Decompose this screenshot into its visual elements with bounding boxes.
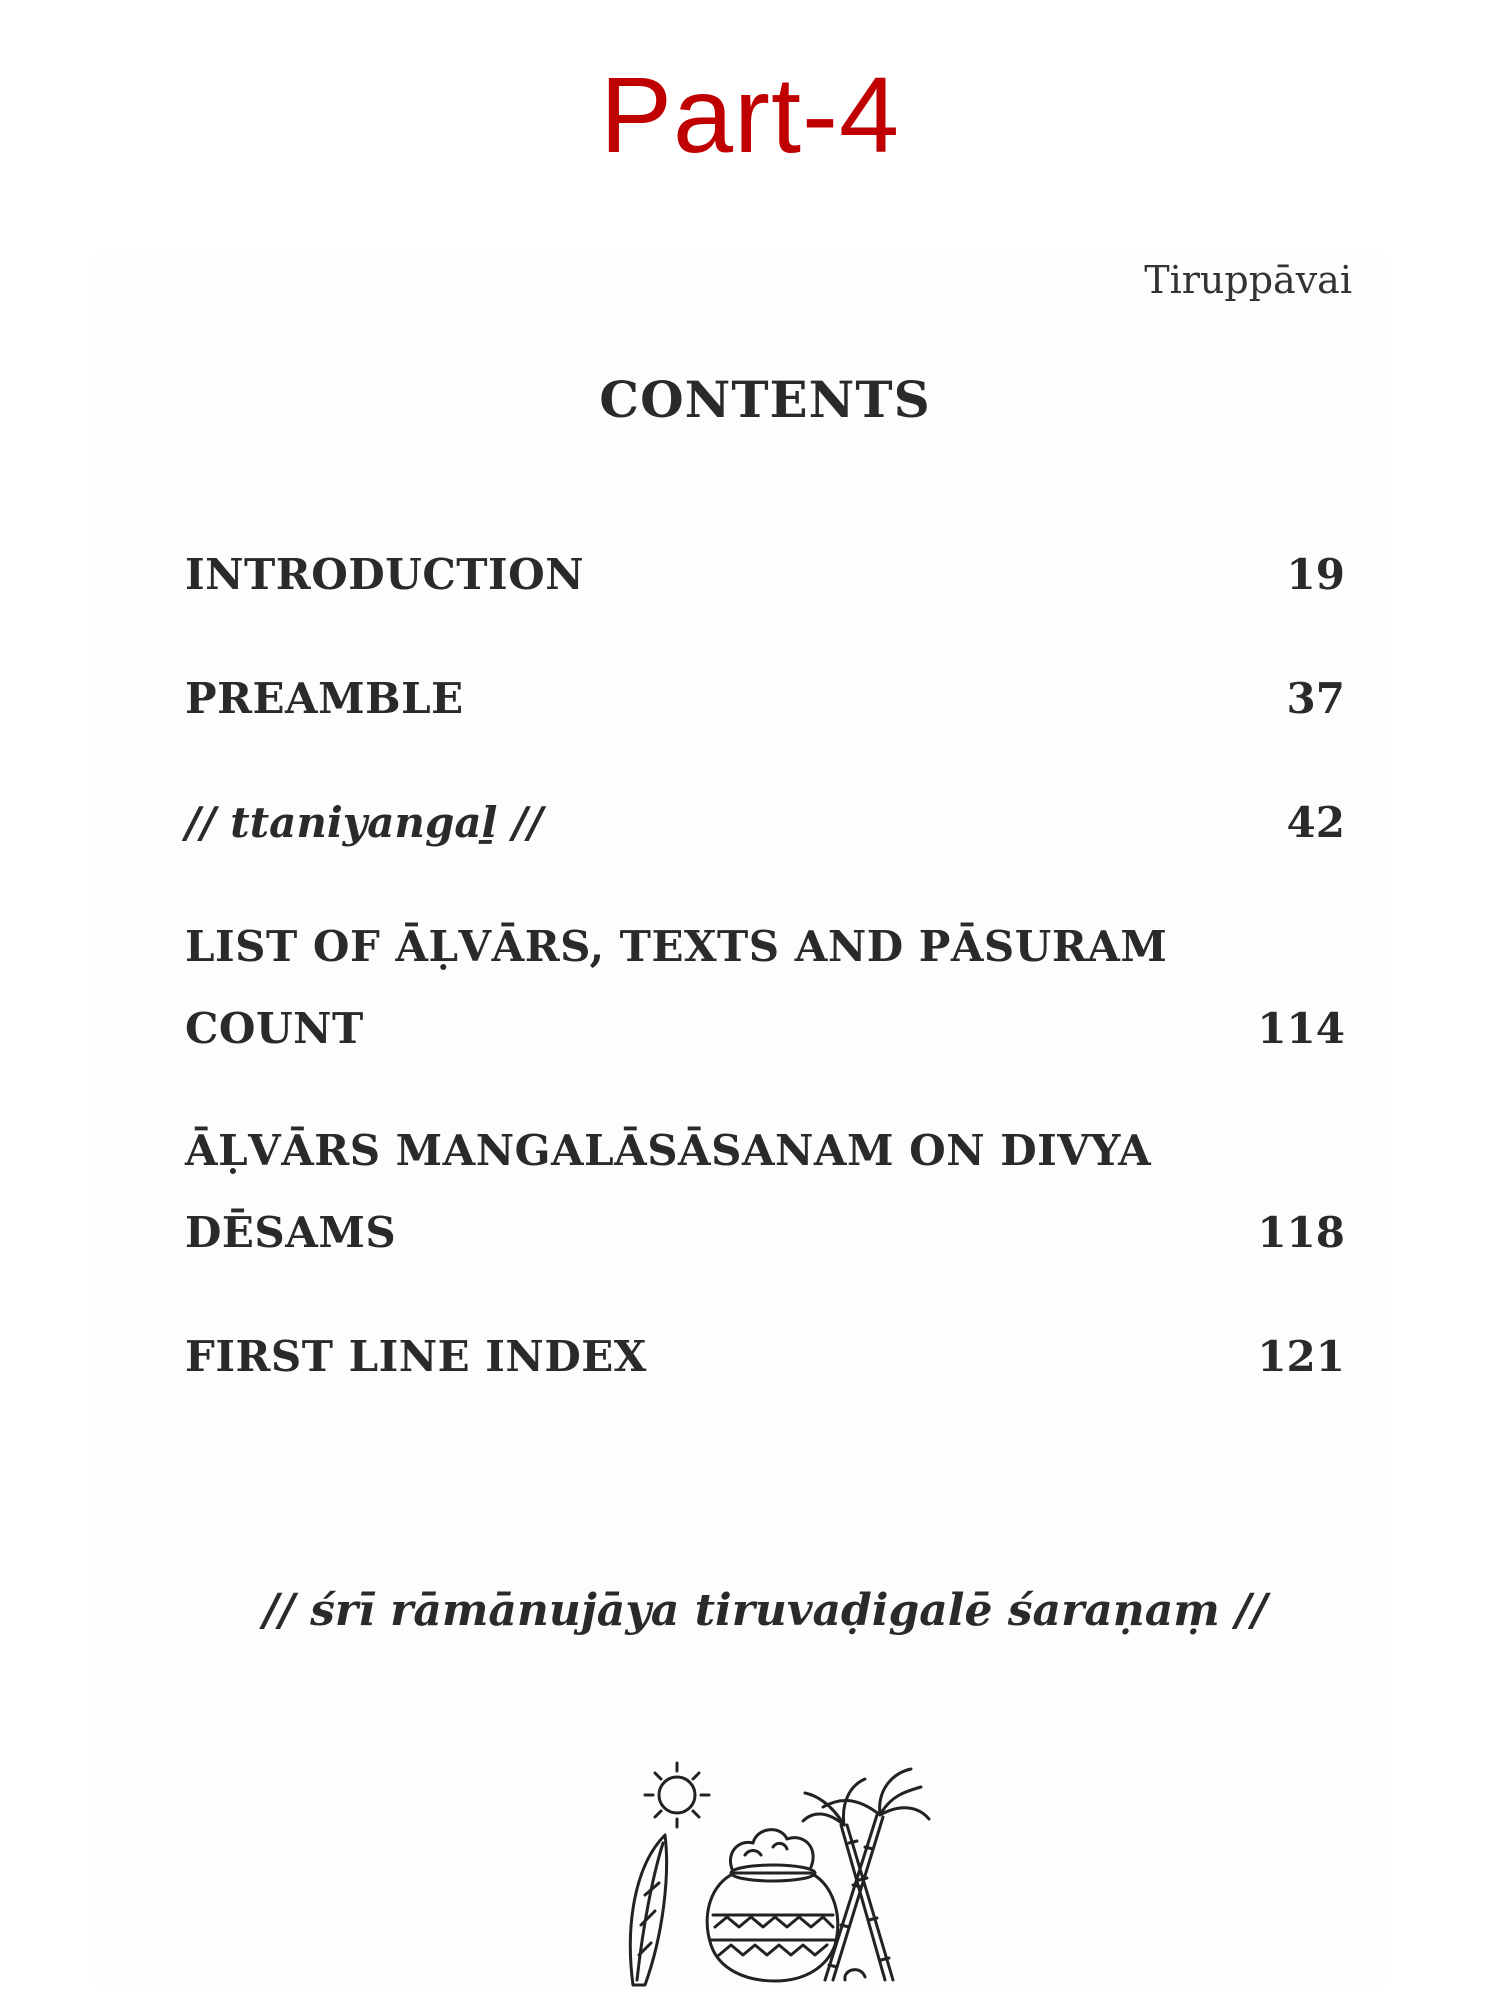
toc-entry-page: 42 — [1286, 798, 1345, 847]
contents-heading: CONTENTS — [599, 370, 931, 429]
toc-entry-page: 37 — [1286, 674, 1345, 723]
scanned-page — [95, 250, 1385, 1990]
toc-entry-title: ĀḶVĀRS MANGALĀSĀSANAM ON DIVYA — [185, 1126, 1152, 1175]
toc-entry-title-continued: COUNT — [185, 1004, 364, 1053]
part-label: Part-4 — [599, 54, 901, 175]
running-head: Tiruppāvai — [1144, 258, 1352, 302]
pongal-ornament-icon — [615, 1755, 935, 1990]
toc-entry-title: INTRODUCTION — [185, 550, 585, 599]
toc-entry-page: 121 — [1257, 1332, 1345, 1381]
toc-entry-title-continued: DĒSAMS — [185, 1208, 397, 1257]
invocation-line: // śrī rāmānujāya tiruvaḍigalē śaraṇaṃ // — [262, 1585, 1268, 1636]
toc-entry-title: // ttaniyangaḻ // — [185, 798, 543, 847]
toc-entry-page: 114 — [1257, 1004, 1345, 1053]
toc-entry-title: FIRST LINE INDEX — [185, 1332, 647, 1381]
toc-entry-page: 118 — [1257, 1208, 1345, 1257]
toc-entry-title: PREAMBLE — [185, 674, 464, 723]
toc-entry-title: LIST OF ĀḶVĀRS, TEXTS AND PĀSURAM — [185, 922, 1168, 971]
toc-entry-page: 19 — [1286, 550, 1345, 599]
